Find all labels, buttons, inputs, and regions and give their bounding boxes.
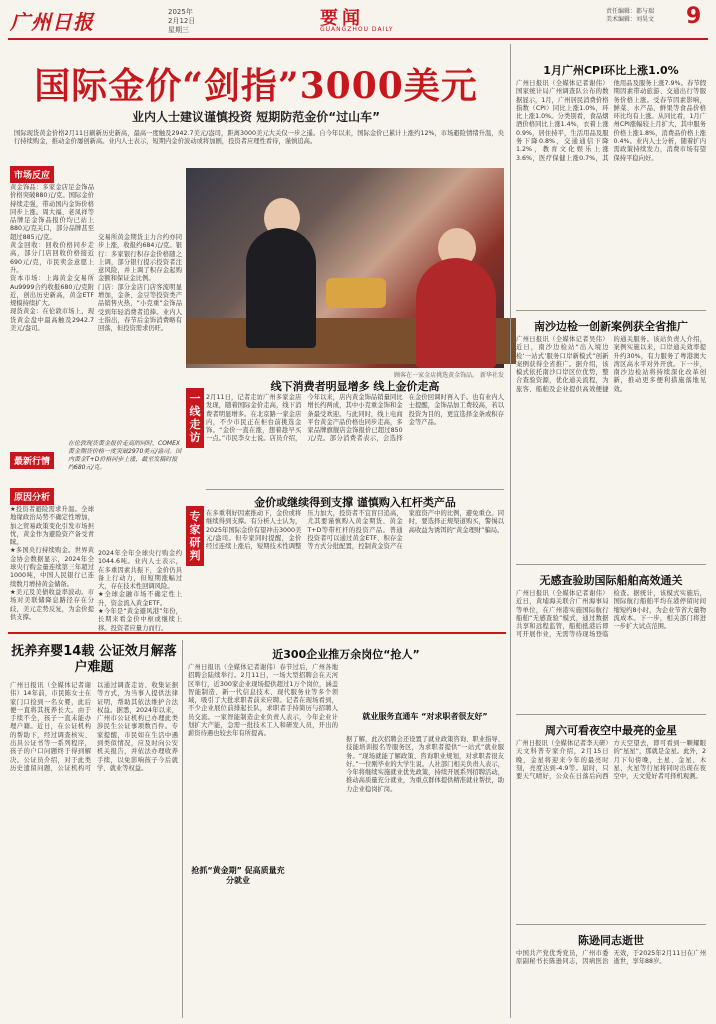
market-body-right: 交易所黄金期货主力合约亦同步上涨，收报约684元/克。银行：多家银行积存金价格随之上调，部分银行提示投资者注意风险，并上调了积存金起购金额和保证金比例。 门店：部分金店门店客流明显增加，金条、金豆等投资类产品销售火热，“小克重”金饰品受到年轻消费者追捧。业内人士指出，春节后金饰消费略有回落，但投资需求仍旺。 [98, 234, 182, 333]
editor-line: 责任编辑：都与瑞 [606, 8, 655, 15]
lead-subhead: 业内人士建议谨慎投资 短期防范金价“过山车” [132, 110, 380, 124]
section-subtitle: GUANGZHOU DAILY [320, 26, 394, 33]
divider [182, 640, 183, 1018]
lead-intro: 国际现货黄金价格2月11日刷新历史新高，最高一度触及2942.7美元/盎司，距离3000美元大关仅一步之遥。自今年以来，国际金价已累计上涨约12%，市场避险情绪升温，央行持续购金，推动金价屡创新高。业内人士表示，短期内金价波动或将加剧，投资者应理性看待，谨慎追高。 [14, 130, 504, 146]
jobs-subhead-1: 抢抓“黄金期” 促高质量充分就业 [191, 866, 285, 885]
divider [516, 310, 706, 311]
analysis-body-right: 2024年全年全球央行购金约1044.6吨。业内人士表示，在多重因素共振下，金价仍具备上行动力，但短期涨幅过大，存在技术性回调风险。 ★全球金融市场不确定性上升，资金流入黄金ETF。 ★今年是“黄金避风港”年份，长期来看金价中枢或继续上移。投资者应量力而行。 [98, 550, 182, 632]
page-number: 9 [686, 4, 702, 29]
jobs-body-right: 据了解，此次招聘会还设置了就业政策咨询、职业指导、技能培训报名等服务区，为求职者提供“一站式”就业服务。“现场就能了解政策、咨询职业规划，对求职者很友好。”一位刚毕业的大学生说。人社部门相关负责人表示，今年将继续实施就业优先政策，持续开展系列招聘活动，推动高质量充分就业，为重点群体提供精准就业帮扶，助力企业稳岗扩岗。 [346, 736, 504, 793]
expert-side-tag: 专家研判 [186, 506, 204, 566]
cpi-body: 广州日报讯（全媒体记者谢伟）国家统计局广州调查队公布的数据显示，1月，广州居民消费价格指数（CPI）同比上涨1.0%，环比上涨1.0%。分类别看，食品烟酒价格同比上涨1.4%，衣着上涨0.9%，居住持平，生活用品及服务下降0.8%，交通通信下降1.2%，教育文化娱乐上涨3.6%，医疗保健上涨0.7%，其他用品及服务上涨7.9%。春节假期因素带动旅游、交通出行等服务价格上涨。受春节因素影响，鲜菜、水产品、鲜果等食品价格环比均有上涨。从同比看，1月广州CPI涨幅较上月扩大，其中服务价格上涨1.8%，消费品价格上涨0.4%。业内人士分析，随着扩内需政策持续发力，消费市场有望保持平稳向好。 [516, 80, 706, 162]
jobs-headline: 近300企业推万余岗位“抢人” [272, 648, 420, 661]
person-figure [416, 258, 496, 368]
divider [516, 564, 706, 565]
expert-headline: 金价或继续得到支撑 谨慎购入杠杆类产品 [254, 496, 456, 509]
consume-headline: 线下消费者明显增多 线上金价走高 [270, 380, 440, 393]
date-weekday: 星期三 [168, 26, 189, 34]
column-divider [510, 44, 511, 1018]
photo-caption: 顾客在一家金店挑选黄金饰品。 新华社发 [394, 372, 504, 379]
latest-quote-text: 在伦敦现货黄金报价走高的同时，COMEX黄金期货价格一度突破2970美元/盎司。国内黄金T+D价格同步上涨，截至发稿时报约680元/克。 [68, 440, 182, 471]
market-tag: 市场反应 [10, 166, 54, 183]
obituary-headline: 陈逊同志逝世 [578, 934, 644, 947]
nansha-headline: 南沙边检一创新案例获全省推广 [534, 320, 688, 333]
ships-body: 广州日报讯（全媒体记者谢伟）近日，黄埔海关联合广州海事局等单位，在广州港实施国际航行船舶“无感查验”模式，通过数据共享和远程监管，船舶抵港后即可开展作业，无需等待现场登临检查。据统计，该模式实施后，国际航行船舶平均在港停留时间缩短约8小时，为企业节省大量物流成本。下一步，相关部门将进一步扩大试点范围。 [516, 590, 706, 639]
analysis-tag: 原因分析 [10, 488, 54, 505]
market-body-left: 黄金饰品：多家金店足金饰品价格突破880元/克。国际金价持续走强，带动国内金饰价格同步上涨。周大福、老凤祥等品牌足金饰品报价均已站上880元/克关口，部分品牌甚至超过885元/克。 黄金回收：回收价格同步走高，部分门店回收价格接近690元/克，市民卖金意愿上升。 资本市场：上海黄金交易所Au9999合约收报680元/克附近，创出历史新高，黄金ETF规模持续扩大。 现货黄金：在伦敦市场上，现货黄金盘中最高触及2942.7美元/盎司。 [10, 184, 94, 333]
latest-tag: 最新行情 [10, 452, 54, 469]
frontline-side-tag: 一线走访 [186, 388, 204, 448]
analysis-body-left: ★投资者避险需求升温。全球地缘政治局势不确定性增加，加之贸易政策变化引发市场担忧，黄金作为避险资产备受青睐。 ★多国央行持续购金。世界黄金协会数据显示，2024年全球央行购金量连续第三年超过1000吨，中国人民银行已连续数月增持黄金储备。 ★美元及美债收益率波动。市场对美联储降息路径存在分歧，美元走势反复，为金价提供支撑。 [10, 506, 94, 621]
jobs-subhead-2: 就业服务直通车 “对求职者很友好” [362, 712, 488, 721]
masthead-logo: 广州日报 [10, 10, 94, 34]
date-day: 2月12日 [168, 17, 196, 25]
babies-headline: 抚养弃婴14载 公证效月解落户难题 [11, 644, 177, 675]
issue-date [168, 8, 195, 35]
divider [516, 714, 706, 715]
gold-jewelry [326, 278, 386, 308]
consume-body: 2月11日，记者走访广州多家金店发现，随着国际金价走高，线下消费者明显增多。在北京路一家金店内，不少市民正在柜台前挑选金饰。“金价一直在涨，想着趁早买一点。”市民李女士说。店员介绍，今年以来，店内黄金饰品销量同比增长约两成，其中小克重金饰和金条最受欢迎。与此同时，线上电商平台黄金产品价格也同步走高，多家品牌旗舰店金饰报价已超过850元/克。部分消费者表示，会选择在金价回调时再入手。也有业内人士提醒，金饰品加工费较高，若以投资为目的，更宜选择金条或积存金等产品。 [206, 394, 504, 443]
person-figure [246, 228, 316, 348]
header-rule [8, 38, 708, 40]
expert-body: 在多重利好因素推动下，金价或将继续得到支撑。有分析人士认为，2025年国际金价有望冲击3000美元/盎司。但专家同时提醒，金价经过连续上涨后，短期技术性调整压力加大，投资者不宜盲目追高，尤其要谨慎购入黄金期货、黄金T+D等带杠杆的投资产品。普通投资者可以通过黄金ETF、积存金等方式分批配置，控制黄金资产在家庭资产中的比例，避免重仓。同时，要选择正规渠道购买，警惕以高收益为诱饵的“黄金理财”骗局。 [206, 510, 504, 551]
divider [206, 489, 504, 490]
stars-headline: 周六可看夜空中最亮的金星 [545, 724, 677, 737]
editor-credits [606, 8, 654, 24]
divider [516, 924, 706, 925]
babies-body: 广州日报讯（全媒体记者谢伟）14年前，市民陈女士在家门口捡到一名女婴，此后便一直将其抚养长大。由于手续不全，孩子一直未能办理户籍。近日，在公证机构的帮助下，经过调查核实、出具公证书等一系列程序，孩子的户口问题终于得到解决。公证员介绍，对于此类历史遗留问题，公证机构可以通过调查走访、收集证据等方式，为当事人提供法律证明，帮助其依法维护合法权益。据悉，2024年以来，广州市公证机构已办理此类涉民生公证事项数百件。专家提醒，市民如在生活中遇到类似情况，应及时向公安机关报告，并依法办理收养手续，以免影响孩子今后就学、就业等权益。 [10, 682, 178, 772]
section-title: 要闻 [320, 8, 364, 29]
obituary-body: 中国共产党优秀党员，广州市委原副秘书长陈逊同志，因病医治无效，于2025年2月11日在广州逝世，享年88岁。 [516, 950, 706, 966]
ships-headline: 无感查验助国际船舶高效通关 [539, 574, 683, 587]
gold-shop-photo [186, 168, 504, 368]
lead-headline: 国际金价“剑指”3000美元 [34, 65, 478, 107]
nansha-body: 广州日报讯（全媒体记者吴伟）近日，南沙边检站“出入境边检‘一站式’服务口岸新模式”创新案例获得全省推广。据介绍，该模式依托南沙口岸区位优势，整合查验资源，优化通关流程，为旅客、船舶及企业提供高效便捷的通关服务。该站负责人介绍，案例实施以来，口岸通关效率提升约30%，有力服务了粤港澳大湾区高水平对外开放。下一步，南沙边检站将持续深化改革创新，推动更多便利措施落地见效。 [516, 336, 706, 393]
jobs-body-left: 广州日报讯（全媒体记者谢伟）春节过后，广州各地招聘会陆续举行。2月11日，一场大型招聘会在天河区举行，近300家企业现场提供超过1万个岗位，涵盖智能制造、新一代信息技术、现代服务业等多个领域，吸引了大批求职者前来应聘。记者在现场看到，不少企业展位前排起长队，求职者手持简历与招聘人员交流。一家智能制造企业负责人表示，今年企业计划扩大产能，急需一批技术工人和研发人员，开出的薪资待遇也较去年有所提高。 [188, 664, 338, 738]
cpi-headline: 1月广州CPI环比上涨1.0% [543, 64, 679, 77]
lead-bottom-rule [8, 632, 506, 634]
stars-body: 广州日报讯（全媒体记者李天研）天文科普专家介绍，2月15日晚，金星将迎来今年的最亮时刻，亮度达到-4.9等。届时，只要天气晴好，公众在日落后向西方天空望去，即可看到一颗耀眼的“星星”，那就是金星。此外，2月下旬傍晚，土星、金星、木星、火星等行星将同时出现在夜空中，天文爱好者可择机观测。 [516, 740, 706, 781]
designer-line: 美术编辑：刘昊文 [606, 16, 655, 23]
date-year: 2025年 [168, 8, 193, 16]
